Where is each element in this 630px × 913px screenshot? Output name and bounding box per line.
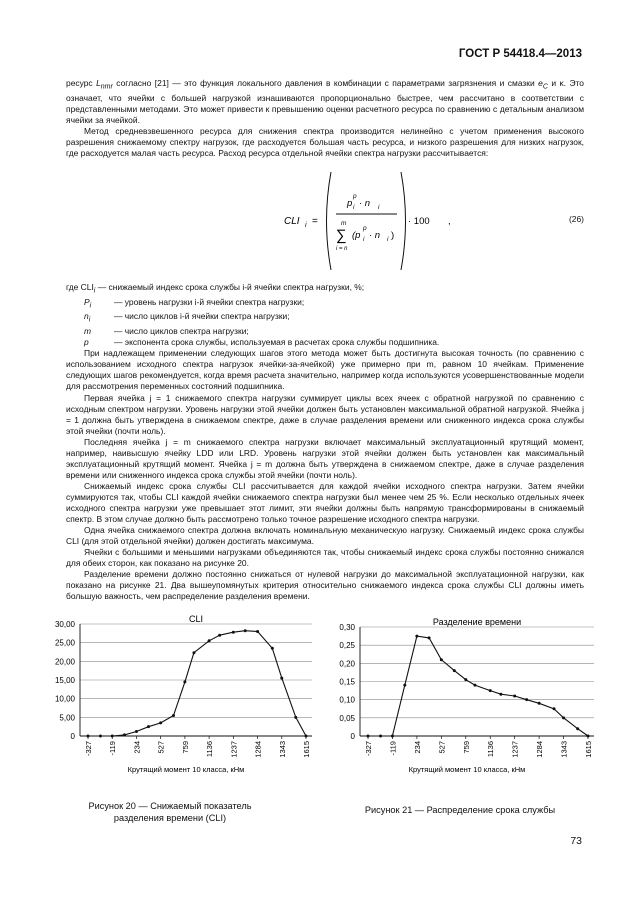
definitions-list: [66, 297, 439, 349]
series-line: [88, 631, 306, 736]
figure-21-caption: Рисунок 21 — Распределение срока службы: [364, 805, 556, 815]
data-point: [525, 698, 528, 701]
y-tick-label: 0,20: [339, 659, 355, 669]
formula-26: [66, 162, 584, 280]
x-tick-label: -119: [108, 741, 118, 756]
y-tick-label: 0,15: [339, 677, 355, 687]
y-tick-label: 0,05: [339, 713, 355, 723]
paragraph-2: Метод средневзвешенного ресурса для снижения спектра производится нелинейно с учетом применения высокого разрешения снижаемому спектру нагрузок, где расходуется большая часть ресурса, и низкого разрешения для низких нагрузок, где расходуется малая часть ресурса. Расход ресурса отдельной ячейки спектра нагрузки рассчитывается:: [66, 125, 584, 158]
formula-comma: ,: [448, 216, 451, 228]
figure-20-caption: Рисунок 20 — Снижаемый показатель разделения времени (CLI): [88, 801, 252, 823]
data-point: [489, 689, 492, 692]
data-point: [218, 634, 221, 637]
formula-num-n-sub: i: [378, 204, 380, 212]
data-point: [453, 669, 456, 672]
data-point: [232, 631, 235, 634]
data-point: [367, 735, 370, 738]
y-tick-label: 0: [350, 732, 355, 741]
equation-number: (26): [568, 214, 584, 225]
paragraph-1: ресурс $L_{nmr}$ согласно [21] — это функция локального давления в комбинации с параметрами загрязнения и смазки $e_C$ и κ. Это означает, что ячейки с большей нагрузкой изнашиваются пропорционально быстрее, чем рассчитано в соответствии с представленными методами. Это может привести к превышению оценки расчетного ресурса по сравнению с детальным анализом ячейки за ячейкой.: [66, 78, 584, 125]
x-tick-label: 1284: [535, 741, 545, 758]
x-tick-label: -327: [364, 741, 373, 757]
x-tick-label: 1136: [486, 741, 496, 758]
paragraph-3: При надлежащем применении следующих шагов этого метода может быть достигнута высокая точность (по сравнению с использованием исходного спектра нагрузок ячейки-за-ячейкой) уже примерно при m, равном 10 ячейкам. Применение следующих шагов рекомендуется, когда время расчета значительно, например когда используются усовершенствованные модели для рассмотрения переменных состояний подшипника.: [66, 348, 584, 392]
y-tick-label: 5,00: [59, 713, 75, 723]
page-number: 73: [570, 835, 582, 847]
x-tick-label: 234: [132, 741, 142, 754]
data-point: [147, 725, 150, 728]
formula-den-close: ): [391, 230, 395, 242]
x-tick-label: 1343: [559, 741, 569, 758]
series-line: [368, 636, 588, 736]
data-point: [244, 629, 247, 632]
formula-lhs-sub: i: [305, 222, 307, 230]
data-point: [280, 677, 283, 680]
x-tick-label: 1343: [277, 741, 287, 758]
x-tick-label: 1136: [205, 741, 215, 758]
data-point: [135, 730, 138, 733]
definition-item: $P_i$ — уровень нагрузки i-й ячейки спектра нагрузки;: [84, 296, 305, 310]
chart-title: CLI: [188, 614, 204, 624]
y-tick-label: 10,00: [54, 694, 75, 704]
x-tick-label: -119: [388, 741, 398, 756]
formula-den-n: · n: [369, 230, 381, 242]
x-tick-label: -327: [84, 741, 93, 757]
data-point: [576, 727, 579, 730]
y-tick-label: 0,10: [339, 695, 355, 705]
paragraph-4: Первая ячейка j = 1 снижаемого спектра нагрузки суммирует циклы всех ячеек с обратной нагрузкой по сравнению с исходным спектром нагрузки. Уровень нагрузки этой ячейки должен быть установлен максимальной обратной нагрузкой. Ячейка j = 1 должна быть утверждена в снижаемом спектре, даже в случае разделения времени или сниженного индекса срока службы этой ячейки (почти ноль).: [66, 392, 584, 436]
formula-num-n: · n: [359, 198, 371, 210]
data-point: [587, 735, 590, 738]
formula-paren-right: [401, 172, 406, 270]
data-point: [99, 735, 102, 738]
formula-sum-bottom: i = n: [336, 246, 348, 253]
x-tick-label: 1615: [584, 741, 593, 758]
paragraph-9: Разделение времени должно постоянно снижаться от нулевой нагрузки до максимальной эксплуатационной нагрузки, как показано на рисунке 21. Два вышеупомянутых критерия относительно снижаемого индекса срока службы CLI должны иметь большую важность, чем распределение разделения времени.: [66, 569, 584, 602]
data-point: [553, 707, 556, 710]
formula-paren-left: [327, 172, 332, 270]
definition-where: где $CLI_i$ — снижаемый индекс срока службы i-й ячейки спектра нагрузки, %;: [66, 282, 365, 295]
data-point: [159, 721, 162, 724]
data-point: [294, 716, 297, 719]
data-point: [440, 658, 443, 661]
data-point: [208, 639, 211, 642]
data-point: [87, 735, 90, 738]
formula-times: · 100: [408, 216, 430, 228]
definition-item: $n_i$ — число циклов i-й ячейки спектра нагрузки;: [84, 311, 290, 325]
y-tick-label: 0: [70, 732, 75, 741]
data-point: [538, 702, 541, 705]
paragraph-5: Последняя ячейка j = m снижаемого спектра нагрузки включает максимальный эксплуатационный крутящий момент, например, наивысшую ячейку LDD или LRD. Уровень нагрузки этой ячейки должен быть установлен как максимальный эксплуатационный крутящий момент. Ячейка j = m должна быть утверждена в снижаемом спектре, даже в случае разделения времени или сниженного индекса срока службы этой ячейки (почти ноль).: [66, 436, 584, 480]
paragraph-6: Снижаемый индекс срока службы CLI рассчитывается для каждой ячейки исходного спектра нагрузки. Затем ячейки суммируются так, чтобы CLI каждой ячейки снижаемого спектра нагрузки был менее чем 25 %. Если несколько отдельных ячеек исходного спектра нагрузки уже превышает этот лимит, эти ячейки должны быть напрямую трансформированы в снижаемый спектр. В этом случае должно быть рассмотрено только точное разрешение исходного спектра нагрузки.: [66, 480, 584, 525]
body-text: [66, 78, 584, 602]
formula-graphic: [256, 162, 486, 280]
definition-item: p — экспонента срока службы, используемая в расчетах срока службы подшипника.: [84, 337, 440, 348]
data-point: [391, 735, 394, 738]
formula-sum-top: m: [341, 220, 347, 228]
x-tick-label: 759: [461, 741, 471, 754]
x-tick-label: 759: [180, 741, 190, 754]
data-point: [499, 693, 502, 696]
data-point: [172, 714, 175, 717]
y-tick-label: 25,00: [54, 638, 75, 648]
formula-num-p: p: [347, 198, 353, 210]
formula-den-sub: i: [363, 236, 365, 244]
x-tick-label: 1284: [253, 741, 263, 758]
paragraph-7: Одна ячейка снижаемого спектра должна включать номинальную механическую нагрузку. Снижаемый индекс срока службы CLI (для этой отдельной ячейки) должен достигать максимума.: [66, 525, 584, 547]
data-point: [513, 695, 516, 698]
chart-title: Разделение времени: [432, 617, 522, 627]
figure-21-time-share-chart: [312, 612, 612, 782]
x-axis-label: Крутящий момент 10 класса, кНм: [408, 765, 526, 774]
data-point: [403, 684, 406, 687]
data-point: [428, 636, 431, 639]
figure-20-cli-chart: [22, 612, 322, 782]
data-point: [562, 716, 565, 719]
formula-den-sup: p: [363, 225, 367, 233]
data-point: [183, 680, 186, 683]
paragraph-8: Ячейки с большими и меньшими нагрузками объединяются так, чтобы снижаемый индекс срока службы постоянно снижался для обеих сторон, как показано на рисунке 20.: [66, 547, 584, 569]
y-tick-label: 20,00: [54, 657, 75, 667]
x-axis-label: Крутящий момент 10 класса, кНм: [127, 765, 245, 774]
data-point: [305, 735, 308, 738]
data-point: [192, 651, 195, 654]
figures-row: [0, 612, 630, 862]
formula-equals: =: [312, 216, 318, 228]
formula-sum: ∑: [336, 227, 347, 245]
x-tick-label: 527: [156, 741, 166, 754]
x-tick-label: 527: [437, 741, 447, 754]
data-point: [379, 735, 382, 738]
y-tick-label: 0,25: [339, 641, 355, 651]
data-point: [415, 635, 418, 638]
y-tick-label: 15,00: [54, 676, 75, 685]
data-point: [123, 733, 126, 736]
definition-item: m — число циклов спектра нагрузки;: [84, 326, 249, 337]
data-point: [271, 647, 274, 650]
x-tick-label: 1237: [510, 741, 520, 758]
y-tick-label: 30,00: [54, 620, 75, 629]
page-header: ГОСТ Р 54418.4—2013: [458, 48, 582, 60]
formula-lhs: CLI: [284, 216, 300, 228]
formula-num-sup: p: [353, 193, 357, 201]
y-tick-label: 0,30: [339, 623, 355, 632]
data-point: [464, 678, 467, 681]
formula-den-open: (p: [352, 230, 361, 242]
formula-den-n-sub: i: [387, 236, 389, 244]
data-point: [111, 735, 114, 738]
data-point: [256, 630, 259, 633]
x-tick-label: 1237: [229, 741, 239, 758]
formula-num-sub: i: [353, 204, 355, 212]
x-tick-label: 234: [412, 741, 422, 754]
x-tick-label: 1615: [302, 741, 311, 758]
data-point: [473, 684, 476, 687]
